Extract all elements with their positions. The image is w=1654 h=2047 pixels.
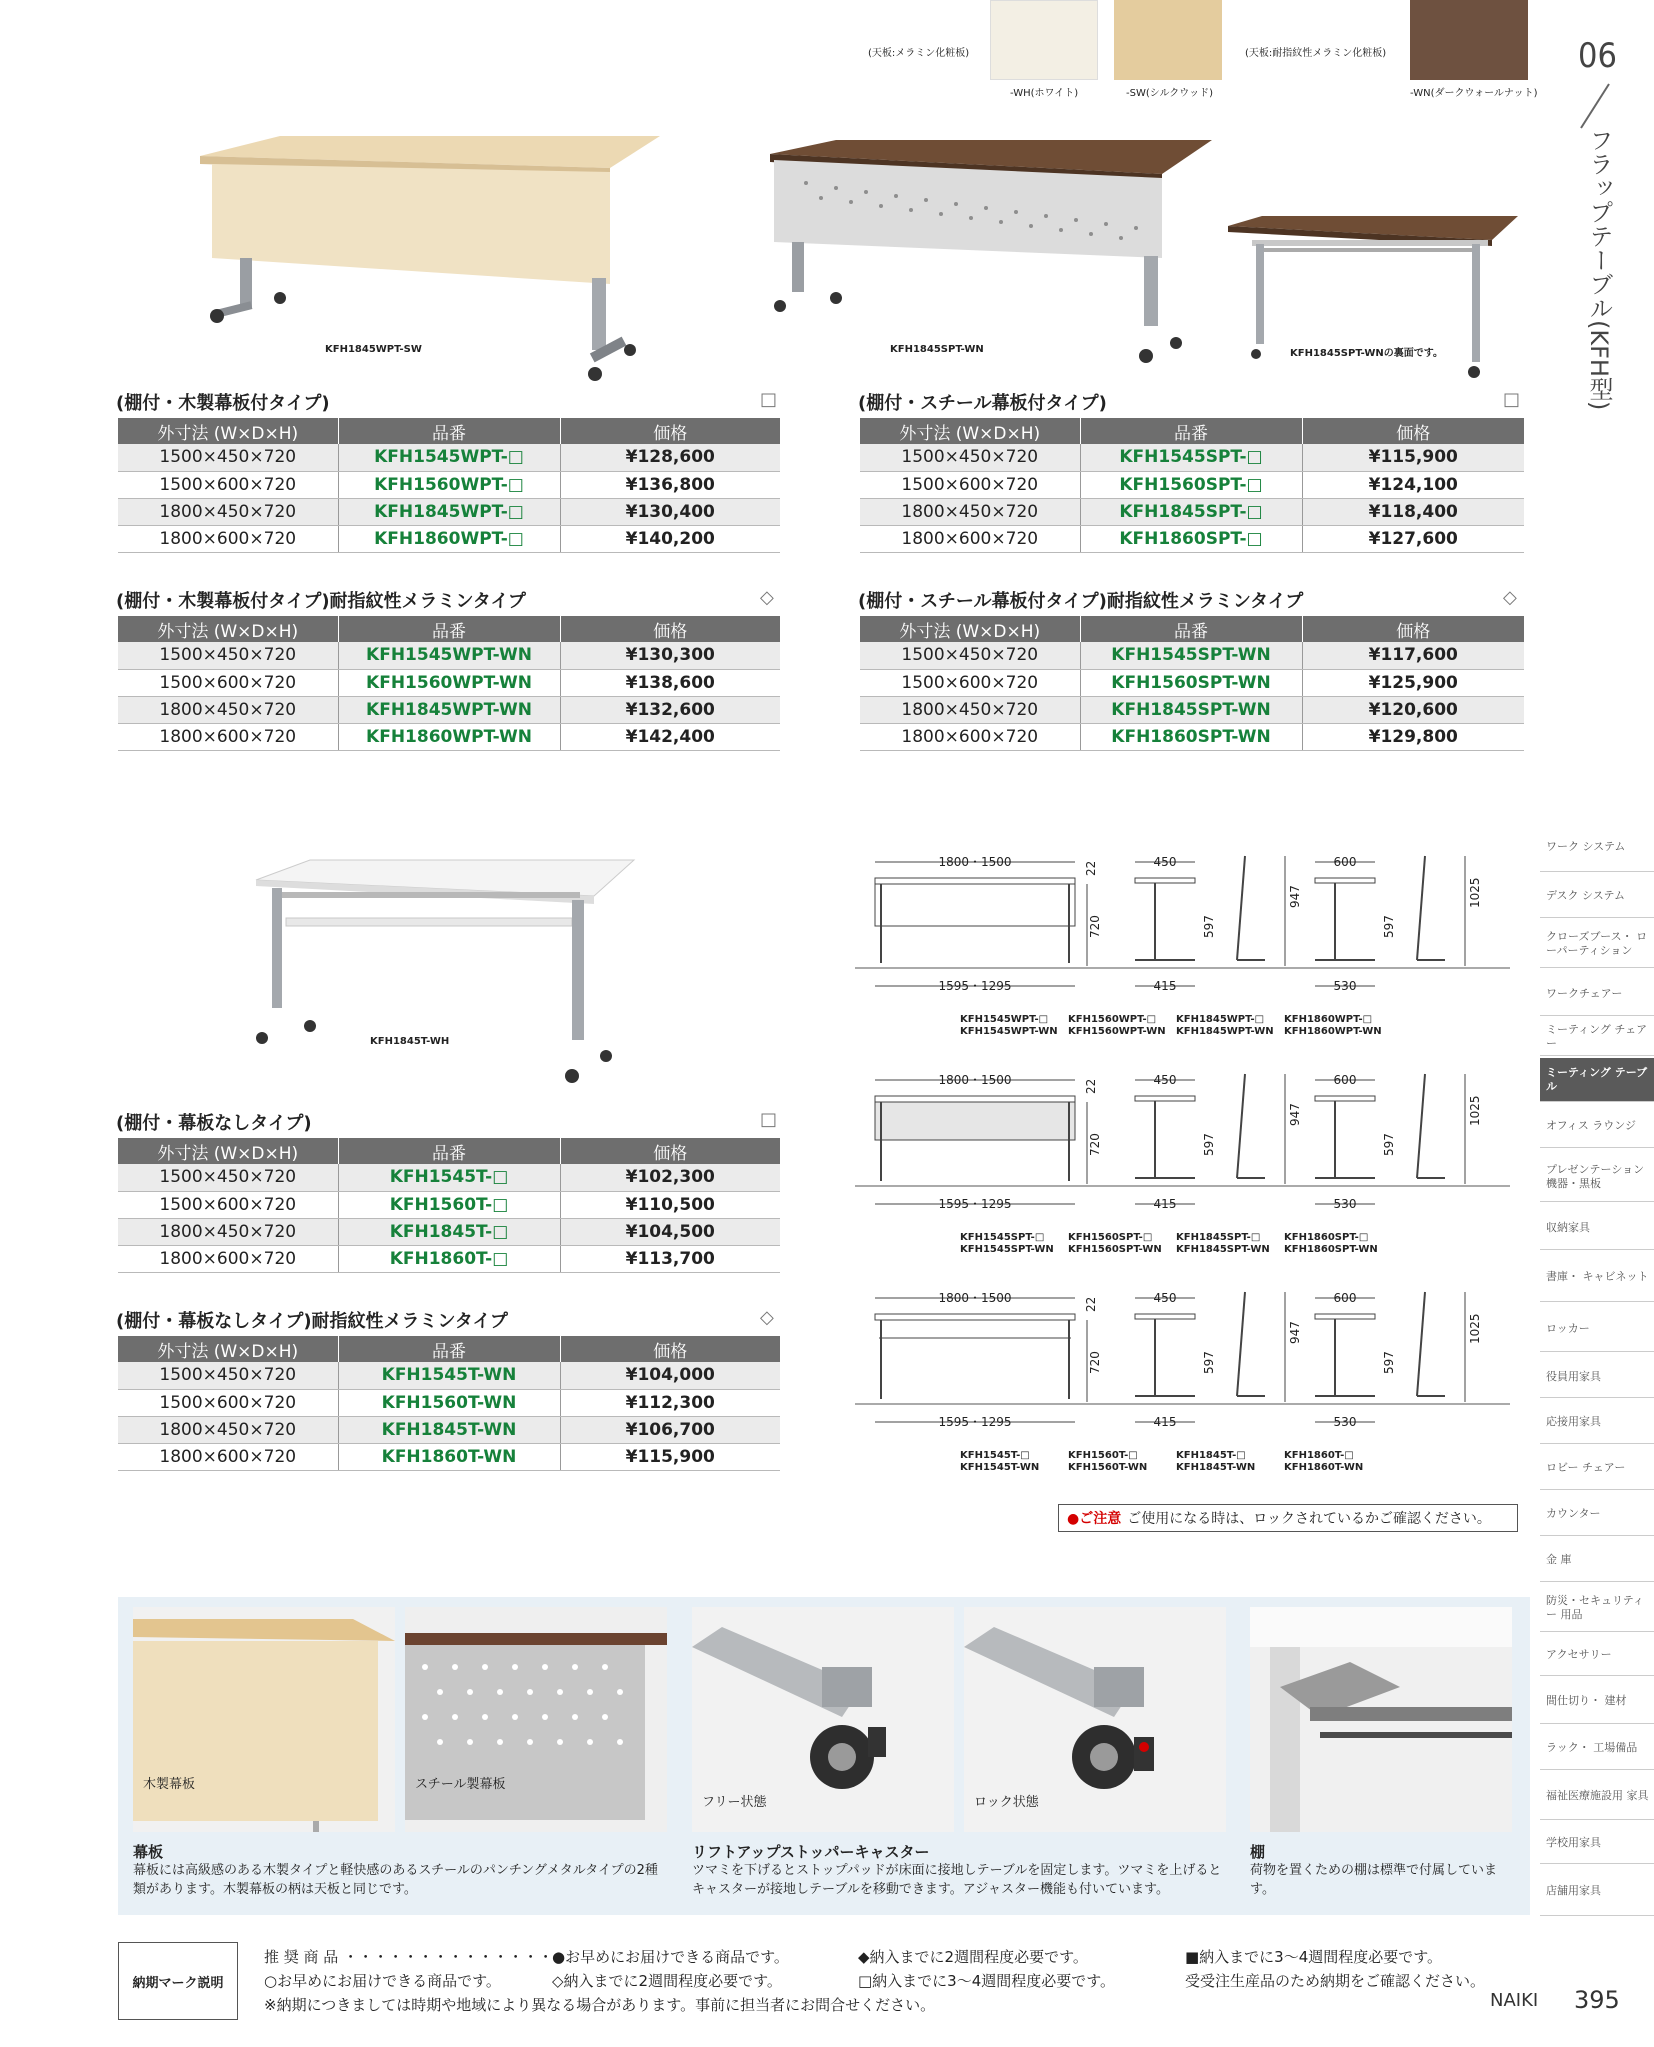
side-top [1135, 878, 1195, 883]
size-cell: 1500×600×720 [118, 1389, 338, 1416]
legend-square: □納入までに3〜4週間程度必要です。 [858, 1972, 1116, 1990]
drawing-model-code: KFH1860SPT-□ [1284, 1232, 1369, 1243]
photo-caption-kfh1845t: KFH1845T-WH [370, 1036, 450, 1047]
sidebar-item[interactable]: 金 庫 [1540, 1538, 1654, 1582]
feature-desc-panel: 幕板には高級感のある木製タイプと軽快感のあるスチールのパンチングメタルタイプの2種類があります。木製幕板の柄は天板と同じです。 [133, 1863, 658, 1897]
sidebar-item[interactable]: オフィス ラウンジ [1540, 1104, 1654, 1148]
legend-note: ※納期につきましては時期や地域により異なる場合があります。事前に担当者にお問合せください。 [264, 1996, 936, 2014]
code-cell: KFH1545SPT-□ [1080, 444, 1302, 471]
size-cell: 1500×600×720 [118, 669, 338, 696]
drawing-model-code: KFH1545SPT-WN [960, 1244, 1054, 1255]
table-row [860, 696, 1524, 723]
drawing-models [960, 1450, 1392, 1474]
table-row [118, 1191, 780, 1218]
table-row [118, 642, 780, 669]
sidebar-item[interactable]: 学校用家具 [1540, 1822, 1654, 1864]
table-row [118, 723, 780, 750]
mark-square-t: □ [760, 1109, 778, 1130]
table-row [118, 1362, 780, 1389]
dim-leg-span: 1595・1295 [938, 1415, 1012, 1429]
size-cell: 1800×450×720 [860, 696, 1080, 723]
size-cell: 1800×450×720 [118, 1218, 338, 1245]
drawing-model-code: KFH1845WPT-WN [1176, 1026, 1274, 1037]
finish-swatch-wn [1410, 0, 1528, 80]
sidebar-item[interactable]: 書庫・ キャビネット [1540, 1252, 1654, 1302]
table-row [118, 1416, 780, 1443]
dim-base: 530 [1333, 979, 1357, 993]
dim-base: 415 [1153, 1415, 1177, 1429]
drawing-model-code: KFH1860WPT-□ [1284, 1014, 1373, 1025]
caution-text: ご使用になる時は、ロックされているかご確認ください。 [1127, 1511, 1491, 1527]
price-cell: ¥117,600 [1302, 642, 1524, 669]
price-cell: ¥110,500 [560, 1191, 780, 1218]
price-table-wpt-wn [118, 616, 780, 751]
sidebar-item[interactable]: カウンター [1540, 1492, 1654, 1536]
table-title-spt-wn: (棚付・スチール幕板付タイプ)耐指紋性メラミンタイプ [858, 591, 1304, 612]
price-cell: ¥113,700 [560, 1245, 780, 1272]
sidebar-item[interactable]: デスク システム [1540, 874, 1654, 918]
price-cell: ¥104,500 [560, 1218, 780, 1245]
code-cell: KFH1545WPT-□ [338, 444, 560, 471]
price-cell: ¥124,100 [1302, 471, 1524, 498]
dim-depth: 450 [1153, 1291, 1177, 1305]
code-cell: KFH1845T-WN [338, 1416, 560, 1443]
size-cell: 1500×600×720 [118, 1191, 338, 1218]
drawing-model-code: KFH1845SPT-WN [1176, 1244, 1270, 1255]
code-cell: KFH1545T-□ [338, 1164, 560, 1191]
mark-diamond-wpt-wn: ◇ [760, 587, 774, 608]
col-header-price: 価格 [1302, 616, 1524, 642]
col-header-price: 価格 [560, 616, 780, 642]
front-panel [875, 884, 1075, 926]
front-top [875, 1314, 1075, 1320]
price-cell: ¥115,900 [560, 1443, 780, 1470]
drawing-models [960, 1014, 1392, 1038]
code-cell: KFH1860T-□ [338, 1245, 560, 1272]
code-cell: KFH1860T-WN [338, 1443, 560, 1470]
size-cell: 1800×600×720 [118, 723, 338, 750]
col-header-code: 品番 [1080, 418, 1302, 444]
price-cell: ¥104,000 [560, 1362, 780, 1389]
dim-top-thickness: 22 [1084, 1296, 1098, 1312]
folded-top [1237, 1074, 1245, 1178]
dim-knee: 597 [1382, 915, 1396, 938]
drawing-model-code: KFH1545T-WN [960, 1462, 1040, 1473]
feature-desc-caster: ツマミを下げるとストップパッドが床面に接地しテーブルを固定します。ツマミを上げるとキャスターが接地しテーブルを移動できます。アジャスター機能も付いています。 [692, 1863, 1222, 1897]
table-row [860, 498, 1524, 525]
side-top [1315, 1314, 1375, 1319]
drawing-model-code: KFH1560T-WN [1068, 1462, 1148, 1473]
dim-base: 530 [1333, 1197, 1357, 1211]
code-cell: KFH1860WPT-WN [338, 723, 560, 750]
dim-height: 720 [1088, 1351, 1102, 1374]
dim-knee: 597 [1202, 915, 1216, 938]
price-cell: ¥115,900 [1302, 444, 1524, 471]
size-cell: 1500×600×720 [860, 669, 1080, 696]
code-cell: KFH1545WPT-WN [338, 642, 560, 669]
drawing-model-code: KFH1845T-WN [1176, 1462, 1256, 1473]
sidebar-item[interactable]: 福祉医療施設用 家具 [1540, 1772, 1654, 1820]
table-title-wpt-wn: (棚付・木製幕板付タイプ)耐指紋性メラミンタイプ [116, 591, 526, 612]
price-cell: ¥127,600 [1302, 525, 1524, 552]
col-header-code: 品番 [338, 418, 560, 444]
table-row [118, 444, 780, 471]
dim-depth: 450 [1153, 855, 1177, 869]
legend-circle: ○お早めにお届けできる商品です。 [264, 1972, 501, 1990]
dimension-drawing [855, 848, 1515, 1018]
size-cell: 1500×450×720 [118, 1164, 338, 1191]
col-header-price: 価格 [560, 1138, 780, 1164]
legend-title: 納期マーク説明 [132, 1975, 224, 1991]
code-cell: KFH1845SPT-□ [1080, 498, 1302, 525]
drawing-model-code: KFH1545SPT-□ [960, 1232, 1045, 1243]
sidebar-item[interactable]: クローズブース・ ローパーティション [1540, 920, 1654, 968]
dim-top-thickness: 22 [1084, 860, 1098, 876]
table-row [860, 471, 1524, 498]
col-header-code: 品番 [1080, 616, 1302, 642]
size-cell: 1800×450×720 [860, 498, 1080, 525]
drawing-model-code: KFH1545WPT-□ [960, 1014, 1049, 1025]
dim-base: 415 [1153, 1197, 1177, 1211]
size-cell: 1800×450×720 [118, 498, 338, 525]
code-cell: KFH1845WPT-WN [338, 696, 560, 723]
size-cell: 1800×600×720 [118, 1443, 338, 1470]
photo-caption-kfh1845spt: KFH1845SPT-WN [890, 344, 984, 355]
price-cell: ¥136,800 [560, 471, 780, 498]
drawing-model-code: KFH1860T-WN [1284, 1462, 1364, 1473]
sidebar-item[interactable]: ワーク システム [1540, 822, 1654, 872]
drawing-model-code: KFH1560WPT-□ [1068, 1014, 1157, 1025]
dim-knee: 597 [1382, 1351, 1396, 1374]
size-cell: 1500×600×720 [860, 471, 1080, 498]
size-cell: 1800×600×720 [860, 525, 1080, 552]
dim-knee: 597 [1202, 1351, 1216, 1374]
price-cell: ¥129,800 [1302, 723, 1524, 750]
feature-photo-label-lock: ロック状態 [974, 1795, 1039, 1810]
code-cell: KFH1560SPT-WN [1080, 669, 1302, 696]
code-cell: KFH1545SPT-WN [1080, 642, 1302, 669]
photo-caption-kfh1845wpt: KFH1845WPT-SW [325, 344, 422, 355]
price-cell: ¥106,700 [560, 1416, 780, 1443]
size-cell: 1800×600×720 [860, 723, 1080, 750]
table-title-spt: (棚付・スチール幕板付タイプ) [858, 393, 1107, 414]
dim-height: 720 [1088, 1133, 1102, 1156]
folded-top [1237, 856, 1245, 960]
feature-title-shelf: 棚 [1250, 1843, 1266, 1861]
finish-swatch-sw [1114, 0, 1222, 80]
size-cell: 1800×600×720 [118, 525, 338, 552]
dim-depth: 600 [1333, 1291, 1357, 1305]
dim-leg-span: 1595・1295 [938, 979, 1012, 993]
price-table-wpt [118, 418, 780, 553]
price-cell: ¥120,600 [1302, 696, 1524, 723]
dim-base: 415 [1153, 979, 1177, 993]
table-row [118, 669, 780, 696]
code-cell: KFH1845SPT-WN [1080, 696, 1302, 723]
table-row [118, 525, 780, 552]
size-cell: 1500×450×720 [860, 642, 1080, 669]
side-top [1135, 1096, 1195, 1101]
mark-diamond-spt-wn: ◇ [1503, 587, 1517, 608]
photo-caption-kfh1845spt-back: KFH1845SPT-WNの裏面です。 [1290, 348, 1443, 359]
chapter-title: フラップテーブル(KFH型) [1585, 128, 1613, 411]
finish-label-antifinger: (天板:耐指紋性メラミン化粧板) [1245, 48, 1387, 59]
legend-blue-circle: ●お早めにお届けできる商品です。 [552, 1948, 789, 1966]
table-row [118, 498, 780, 525]
table-row [118, 1245, 780, 1272]
drawing-model-code: KFH1845WPT-□ [1176, 1014, 1265, 1025]
price-cell: ¥130,300 [560, 642, 780, 669]
price-cell: ¥128,600 [560, 444, 780, 471]
table-title-wpt: (棚付・木製幕板付タイプ) [116, 393, 330, 414]
feature-title-caster: リフトアップストッパーキャスター [692, 1843, 930, 1861]
code-cell: KFH1860WPT-□ [338, 525, 560, 552]
sidebar-item[interactable]: ラック・ 工場備品 [1540, 1726, 1654, 1770]
dim-top-thickness: 22 [1084, 1078, 1098, 1094]
legend-diamond-black: ◆納入までに2週間程度必要です。 [858, 1948, 1088, 1966]
sidebar-item[interactable]: 間仕切り・ 建材 [1540, 1678, 1654, 1724]
price-cell: ¥132,600 [560, 696, 780, 723]
dim-knee: 597 [1202, 1133, 1216, 1156]
code-cell: KFH1560T-□ [338, 1191, 560, 1218]
table-row [118, 1443, 780, 1470]
mark-diamond-t-wn: ◇ [760, 1307, 774, 1328]
table-title-t-wn: (棚付・幕板なしタイプ)耐指紋性メラミンタイプ [116, 1311, 508, 1332]
photo-kfh1845spt [766, 138, 1216, 368]
sidebar-item[interactable]: ロビー チェアー [1540, 1446, 1654, 1490]
dimension-drawing [855, 1066, 1515, 1236]
legend-square-yellow: ■納入までに3〜4週間程度必要です。 [1185, 1948, 1443, 1966]
sidebar-item[interactable]: ミーティング テーブル [1540, 1058, 1654, 1102]
dim-folded: 1025 [1468, 1095, 1482, 1126]
table-row [118, 1389, 780, 1416]
feature-title-panel: 幕板 [133, 1843, 164, 1861]
drawing-model-code: KFH1560SPT-WN [1068, 1244, 1162, 1255]
sidebar-item[interactable]: ワークチェアー [1540, 972, 1654, 1016]
dim-width: 1800・1500 [938, 855, 1012, 869]
size-cell: 1800×450×720 [118, 696, 338, 723]
code-cell: KFH1845WPT-□ [338, 498, 560, 525]
sidebar-item[interactable]: ミーティング チェアー [1540, 1018, 1654, 1056]
dim-base: 530 [1333, 1415, 1357, 1429]
legend-recommended: 推 奨 商 品 ・・・・・・・・・・・・・・・ [264, 1948, 569, 1966]
dim-width: 1800・1500 [938, 1073, 1012, 1087]
drawing-model-code: KFH1545T-□ [960, 1450, 1030, 1461]
feature-panel [118, 1597, 1530, 1915]
table-row [118, 1218, 780, 1245]
table-row [118, 1164, 780, 1191]
size-cell: 1500×600×720 [118, 471, 338, 498]
feature-photo-label-steel: スチール製幕板 [415, 1777, 506, 1792]
feature-photo-wood-panel [133, 1607, 395, 1832]
col-header-size: 外寸法 (W×D×H) [118, 418, 338, 444]
size-cell: 1500×450×720 [118, 1362, 338, 1389]
code-cell: KFH1560SPT-□ [1080, 471, 1302, 498]
folded-top [1417, 1292, 1425, 1396]
table-row [860, 444, 1524, 471]
footer-brand: NAIKI [1490, 1990, 1539, 2011]
dim-folded: 1025 [1468, 877, 1482, 908]
feature-photo-label-free: フリー状態 [702, 1795, 767, 1810]
table-row [860, 525, 1524, 552]
dim-folded: 947 [1288, 1321, 1302, 1344]
drawing-model-code: KFH1845T-□ [1176, 1450, 1246, 1461]
dim-knee: 597 [1382, 1133, 1396, 1156]
price-cell: ¥130,400 [560, 498, 780, 525]
drawing-models [960, 1232, 1392, 1256]
side-top [1315, 878, 1375, 883]
size-cell: 1500×450×720 [860, 444, 1080, 471]
col-header-size: 外寸法 (W×D×H) [118, 616, 338, 642]
caution-label: ●ご注意 [1067, 1511, 1122, 1527]
front-top [875, 1096, 1075, 1102]
finish-label-melamine: (天板:メラミン化粧板) [868, 48, 970, 59]
folded-top [1417, 856, 1425, 960]
drawing-model-code: KFH1560SPT-□ [1068, 1232, 1153, 1243]
size-cell: 1800×450×720 [118, 1416, 338, 1443]
col-header-size: 外寸法 (W×D×H) [860, 418, 1080, 444]
legend-box [118, 1942, 238, 2020]
sidebar-item[interactable]: ロッカー [1540, 1306, 1654, 1352]
mark-square-wpt: □ [760, 389, 778, 410]
price-cell: ¥142,400 [560, 723, 780, 750]
code-cell: KFH1560WPT-WN [338, 669, 560, 696]
chapter-number: 06 [1578, 36, 1617, 76]
finish-code-sw: -SW(シルクウッド) [1126, 88, 1213, 99]
price-table-spt-wn [860, 616, 1524, 751]
code-cell: KFH1845T-□ [338, 1218, 560, 1245]
dim-folded: 947 [1288, 1103, 1302, 1126]
feature-photo-shelf [1250, 1607, 1512, 1832]
dim-depth: 600 [1333, 1073, 1357, 1087]
dimension-drawing [855, 1284, 1515, 1454]
drawing-model-code: KFH1845SPT-□ [1176, 1232, 1261, 1243]
col-header-price: 価格 [560, 1336, 780, 1362]
photo-kfh1845t [250, 856, 636, 1086]
front-panel [875, 1102, 1075, 1140]
drawing-model-code: KFH1560T-□ [1068, 1450, 1138, 1461]
price-cell: ¥138,600 [560, 669, 780, 696]
sidebar-item[interactable]: プレゼンテーション 機器・黒板 [1540, 1152, 1654, 1202]
dim-width: 1800・1500 [938, 1291, 1012, 1305]
size-cell: 1800×600×720 [118, 1245, 338, 1272]
col-header-size: 外寸法 (W×D×H) [860, 616, 1080, 642]
price-table-t [118, 1138, 780, 1273]
col-header-size: 外寸法 (W×D×H) [118, 1336, 338, 1362]
drawing-model-code: KFH1860WPT-WN [1284, 1026, 1382, 1037]
col-header-price: 価格 [1302, 418, 1524, 444]
size-cell: 1500×450×720 [118, 642, 338, 669]
mark-square-spt: □ [1503, 389, 1521, 410]
price-table-t-wn [118, 1336, 780, 1471]
finish-code-wn: -WN(ダークウォールナット) [1410, 88, 1538, 99]
feature-photo-label-wood: 木製幕板 [143, 1777, 196, 1792]
code-cell: KFH1860SPT-WN [1080, 723, 1302, 750]
table-row [860, 642, 1524, 669]
sidebar-item[interactable]: 店舗用家具 [1540, 1866, 1654, 1916]
dim-depth: 600 [1333, 855, 1357, 869]
finish-code-wh: -WH(ホワイト) [1010, 88, 1079, 99]
table-row [118, 696, 780, 723]
legend-order: 受受注生産品のため納期をご確認ください。 [1185, 1972, 1486, 1990]
folded-top [1417, 1074, 1425, 1178]
dim-depth: 450 [1153, 1073, 1177, 1087]
side-top [1135, 1314, 1195, 1319]
sidebar-item[interactable]: 応接用家具 [1540, 1400, 1654, 1444]
front-top [875, 878, 1075, 884]
photo-kfh1845wpt [190, 128, 670, 383]
dim-leg-span: 1595・1295 [938, 1197, 1012, 1211]
price-cell: ¥125,900 [1302, 669, 1524, 696]
dim-height: 720 [1088, 915, 1102, 938]
table-row [118, 471, 780, 498]
table-row [860, 723, 1524, 750]
dim-folded: 947 [1288, 885, 1302, 908]
feature-photo-steel-panel [405, 1607, 667, 1832]
drawing-model-code: KFH1860SPT-WN [1284, 1244, 1378, 1255]
col-header-code: 品番 [338, 1336, 560, 1362]
code-cell: KFH1560WPT-□ [338, 471, 560, 498]
legend-diamond: ◇納入までに2週間程度必要です。 [552, 1972, 782, 1990]
price-cell: ¥140,200 [560, 525, 780, 552]
side-top [1315, 1096, 1375, 1101]
drawing-model-code: KFH1545WPT-WN [960, 1026, 1058, 1037]
price-cell: ¥112,300 [560, 1389, 780, 1416]
sidebar-item[interactable]: 収納家具 [1540, 1206, 1654, 1250]
feature-desc-shelf: 荷物を置くための棚は標準で付属しています。 [1250, 1863, 1498, 1897]
price-table-spt [860, 418, 1524, 553]
sidebar-item[interactable]: 役員用家具 [1540, 1356, 1654, 1398]
page-number: 395 [1574, 1986, 1620, 2014]
folded-top [1237, 1292, 1245, 1396]
col-header-price: 価格 [560, 418, 780, 444]
finish-swatch-wh [990, 0, 1098, 80]
table-title-t: (棚付・幕板なしタイプ) [116, 1113, 312, 1134]
size-cell: 1500×450×720 [118, 444, 338, 471]
caution-box [1058, 1504, 1518, 1532]
col-header-code: 品番 [338, 1138, 560, 1164]
drawing-model-code: KFH1860T-□ [1284, 1450, 1354, 1461]
sidebar-item[interactable]: アクセサリー [1540, 1634, 1654, 1676]
code-cell: KFH1545T-WN [338, 1362, 560, 1389]
col-header-code: 品番 [338, 616, 560, 642]
price-cell: ¥102,300 [560, 1164, 780, 1191]
dim-folded: 1025 [1468, 1313, 1482, 1344]
drawing-model-code: KFH1560WPT-WN [1068, 1026, 1166, 1037]
code-cell: KFH1560T-WN [338, 1389, 560, 1416]
table-row [860, 669, 1524, 696]
code-cell: KFH1860SPT-□ [1080, 525, 1302, 552]
col-header-size: 外寸法 (W×D×H) [118, 1138, 338, 1164]
sidebar-item[interactable]: 防災・セキュリティー 用品 [1540, 1584, 1654, 1632]
chapter-slash [1575, 82, 1615, 130]
price-cell: ¥118,400 [1302, 498, 1524, 525]
